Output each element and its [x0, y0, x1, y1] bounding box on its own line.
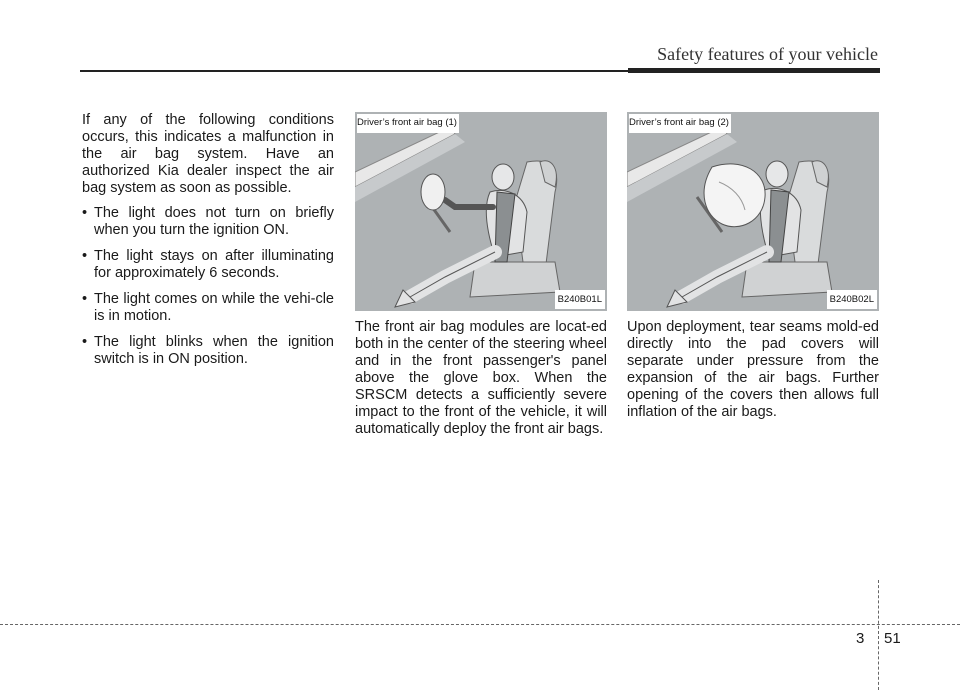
page-number: 51 [884, 630, 901, 647]
bullet-icon: • [82, 248, 88, 264]
section-number: 3 [856, 630, 865, 647]
page-header-title: Safety features of your vehicle [657, 44, 878, 64]
figure1-paragraph: The front air bag modules are locat-ed both in the center of the steering wheel and in the front passenger's panel above the glove box. When the SRSCM detects a sufficiently severe impact to the front of the vehicle, it will automatically deploy the front air bags. [355, 319, 607, 437]
column-figure-2 [627, 112, 879, 421]
bullet-icon: • [82, 291, 88, 307]
condition-list [82, 205, 334, 368]
column-malfunction-conditions [82, 112, 334, 377]
figure-code: B240B01L [555, 290, 605, 309]
figure-caption: Driver’s front air bag (2) [629, 114, 731, 133]
figure-code: B240B02L [827, 290, 877, 309]
driver-airbag-drawing-2 [627, 112, 879, 311]
footer-divider [878, 580, 879, 690]
footer-rule [0, 624, 960, 625]
bullet-icon: • [82, 334, 88, 350]
airbag-illustration-2 [627, 112, 879, 311]
airbag-illustration-1 [355, 112, 607, 311]
bullet-icon: • [82, 205, 88, 221]
list-item: • The light blinks when the ignition switch is in ON position. [82, 334, 334, 367]
figure2-paragraph: Upon deployment, tear seams mold-ed directly into the pad covers will separate under pressure from the expansion of the air bags. Further opening of the covers then allows full inflation of the air bags. [627, 319, 879, 420]
driver-airbag-drawing-1 [355, 112, 607, 311]
list-item: • The light does not turn on briefly when you turn the ignition ON. [82, 205, 334, 238]
column-figure-1 [355, 112, 607, 438]
intro-paragraph: If any of the following conditions occurs, this indicates a malfunction in the air bag system. Have an authorized Kia dealer inspect the air bag system as soon as possible. [82, 112, 334, 196]
list-item: • The light comes on while the vehi-cle is in motion. [82, 291, 334, 324]
list-item: • The light stays on after illuminating for approximately 6 seconds. [82, 248, 334, 281]
figure-caption: Driver’s front air bag (1) [357, 114, 459, 133]
header-rule-accent [628, 68, 880, 73]
